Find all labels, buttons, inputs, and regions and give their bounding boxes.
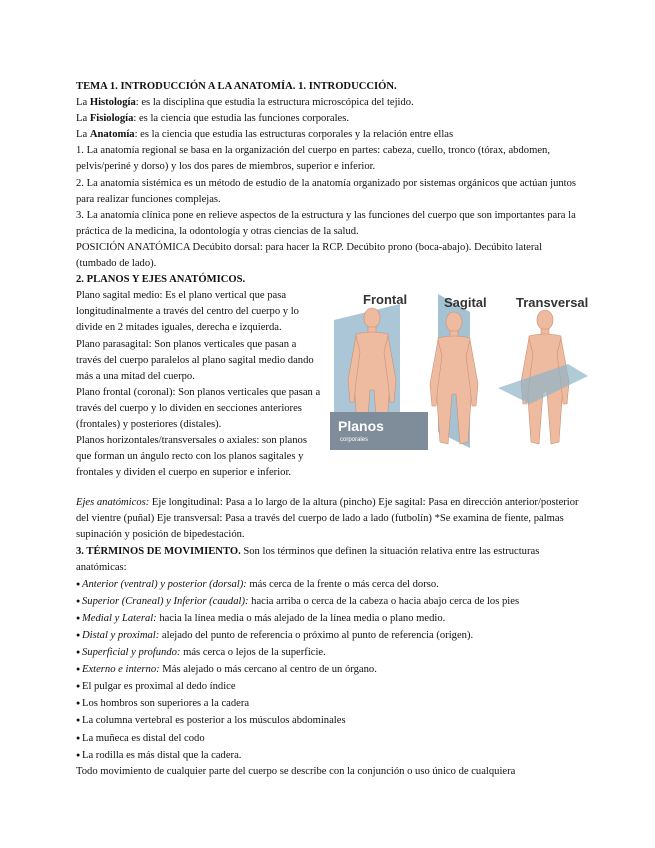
section-2-heading: 2. PLANOS Y EJES ANATÓMICOS. (76, 274, 246, 286)
definition-anatomia (76, 127, 581, 143)
plane-horizontal: Planos horizontales/transversales o axiales: son planos que forman un ángulo recto con los planos sagitales y frontales y dividen el cuerpo en superior e inferior. (76, 435, 307, 479)
term-label: Medial y Lateral: (81, 612, 157, 624)
example-item: ● La columna vertebral es posterior a los músculos abdominales (76, 712, 581, 729)
definition-term: Anatomía (89, 129, 135, 141)
term-text: más cerca o lejos de la superficie. (180, 647, 326, 659)
term-label: Externo e interno: (81, 664, 160, 676)
section-3-intro: Son los términos que definen la situación relativa entre las estructuras anatómicas: (76, 545, 540, 573)
plane-sagital-medio: Plano sagital medio: Es el plano vertical que pasa longitudinalmente a través del centro del cuerpo y lo divide en 2 mitades iguales, derecha e izquierda. (76, 290, 299, 334)
intro-item-clinica: 3. La anatomía clínica pone en relieve aspectos de la estructura y las funciones del cuerpo que son importantes para la práctica de la medicina, la odontología y otras ciencias de la salud. (76, 209, 576, 237)
definition-text: : es la ciencia que estudia las funciones corporales. (133, 113, 350, 125)
term-item (76, 576, 581, 593)
definition-text: : es la ciencia que estudia las estructuras corporales y la relación entre ellas (134, 129, 454, 141)
definition-prefix: La (76, 129, 90, 141)
plane-parasagital: Plano parasagital: Son planos verticales que pasan a través del cuerpo paralelos al plano sagital medio dando más a una mitad del cuerpo. (76, 338, 314, 382)
definition-text: : es la disciplina que estudia la estructura microscópica del tejido. (135, 97, 414, 109)
definition-prefix: La (76, 113, 90, 125)
intro-item-sistemica: 2. La anatomía sistémica es un método de estudio de la anatomía organizado por sistemas orgánicos que actúan juntos para realizar funciones complejas. (76, 177, 577, 205)
term-label: Anterior (ventral) y posterior (dorsal): (81, 578, 247, 590)
planes-illustration (330, 290, 588, 450)
caption-corporales: corporales (340, 437, 369, 444)
term-text: hacia la línea media o más alejado de la línea media o plano medio. (156, 612, 446, 624)
ejes-text: Eje longitudinal: Pasa a lo largo de la altura (pincho) Eje sagital: Pasa en dirección anterior/posterior del vientre (puñal) Eje transversal: Pasa a través del cuerpo de lado a lado (futbolín) *Se examina de fiente, palmas supinación y posición de bipedestación. (76, 497, 579, 541)
final-line: Todo movimiento de cualquier parte del cuerpo se describe con la conjunción o uso único de cualquiera (76, 765, 516, 777)
term-label: Distal y proximal: (81, 629, 160, 641)
term-text: Más alejado o más cercano al centro de un órgano. (159, 664, 377, 676)
section-3 (76, 544, 581, 576)
planes-text-column (76, 288, 324, 481)
example-item: ● La muñeca es distal del codo (76, 730, 581, 747)
posicion-anatomica: POSICIÓN ANATÓMICA Decúbito dorsal: para hacer la RCP. Decúbito prono (boca-abajo). Decúbito lateral (tumbado de lado). (76, 241, 543, 270)
ejes-label: Ejes anatómicos: (76, 497, 150, 509)
term-item (76, 593, 581, 610)
example-item: ● La rodilla es más distal que la cadera. (76, 747, 581, 764)
term-text: alejado del punto de referencia o próximo al punto de referencia (origen). (159, 629, 474, 641)
term-label: Superficial y profundo: (81, 647, 181, 659)
term-item (76, 644, 581, 661)
caption-planos: Planos (338, 418, 384, 435)
term-item (76, 627, 581, 644)
anatomical-planes-figure (330, 290, 588, 450)
intro-item-regional: 1. La anatomía regional se basa en la organización del cuerpo en partes: cabeza, cuello, tronco (tórax, abdomen, pelvis/periné y dorso) y los dos pares de miembros, superior e inferior. (76, 145, 550, 173)
section-3-heading: 3. TÉRMINOS DE MOVIMIENTO. (76, 545, 241, 557)
term-text: hacia arriba o cerca de la cabeza o hacia abajo cerca de los pies (248, 595, 520, 607)
term-item (76, 610, 581, 627)
document-page (76, 79, 588, 780)
page-title: TEMA 1. INTRODUCCIÓN A LA ANATOMÍA. 1. INTRODUCCIÓN. (76, 81, 397, 92)
definition-prefix: La (76, 97, 90, 109)
label-sagital: Sagital (444, 295, 487, 311)
plane-frontal: Plano frontal (coronal): Son planos verticales que pasan a través del cuerpo y lo dividen en secciones anteriores (frontales) y posteriores (distales). (76, 386, 321, 430)
definition-histologia (76, 95, 581, 111)
term-item (76, 661, 581, 678)
ejes-anatomicos (76, 495, 581, 543)
example-item: ● El pulgar es proximal al dedo índice (76, 678, 581, 695)
label-transversal: Transversal (516, 295, 588, 311)
example-item: ● Los hombros son superiores a la cadera (76, 695, 581, 712)
definition-term: Fisiología (89, 113, 134, 125)
term-label: Superior (Craneal) y Inferior (caudal): (81, 595, 249, 607)
label-frontal: Frontal (363, 292, 408, 308)
definition-fisiologia (76, 111, 581, 127)
term-text: más cerca de la frente o más cerca del dorso. (246, 578, 439, 590)
planes-section (76, 288, 588, 495)
definition-term: Histología (89, 97, 136, 109)
